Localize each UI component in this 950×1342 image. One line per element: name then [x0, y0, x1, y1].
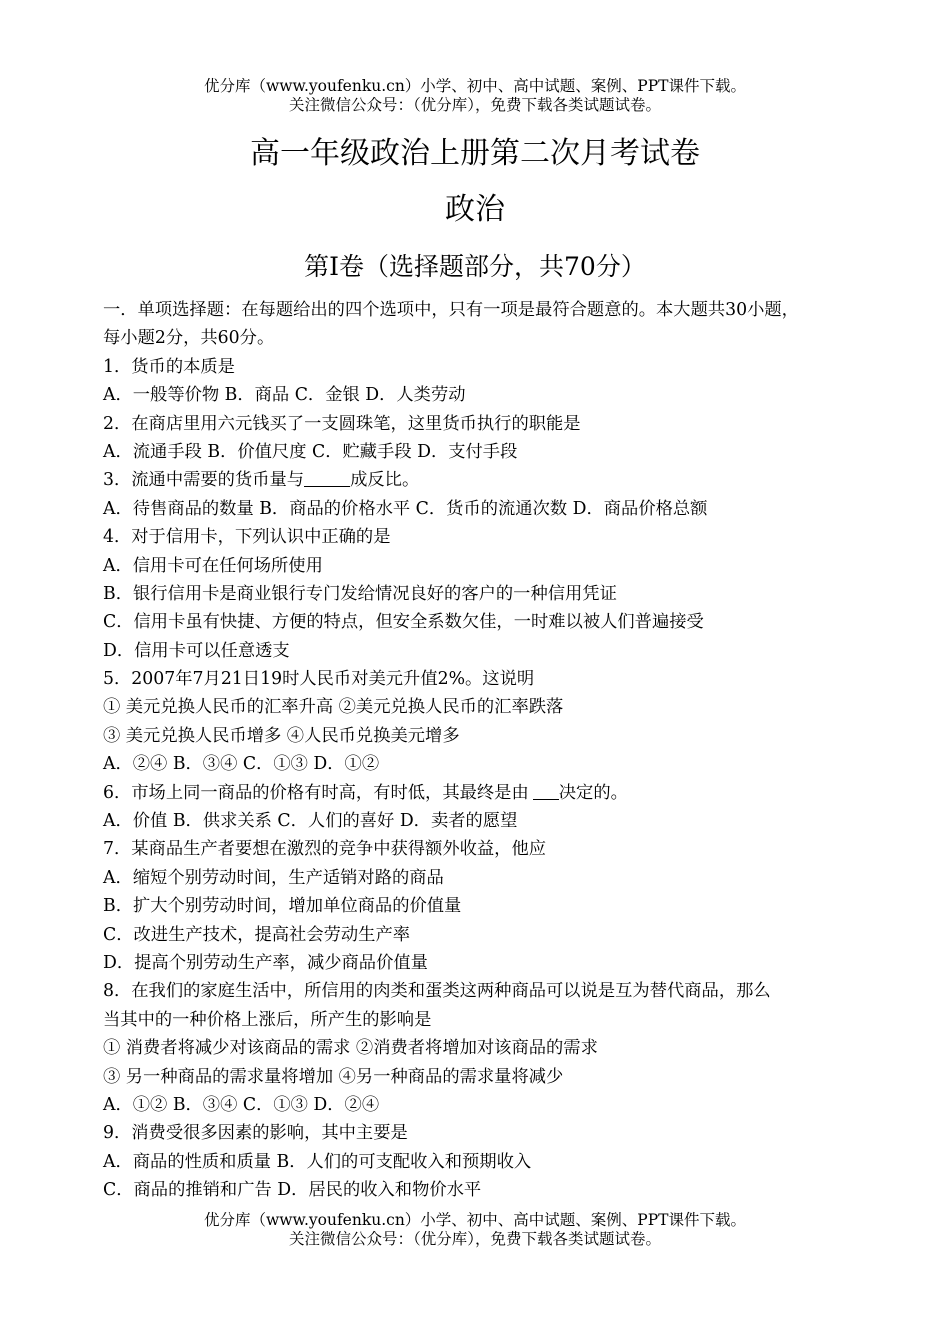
option-line: C．信用卡虽有快捷、方便的特点，但安全系数欠佳，一时难以被人们普遍接受: [103, 612, 704, 633]
option-line: A．流通手段 B．价值尺度 C．贮藏手段 D．支付手段: [103, 441, 518, 462]
question-stem: 当其中的一种价格上涨后，所产生的影响是: [103, 1009, 432, 1030]
site-header-line2: 关注微信公众号：（优分库），免费下载各类试题试卷。: [288, 96, 661, 114]
question-stem: 8．在我们的家庭生活中，所信用的肉类和蛋类这两种商品可以说是互为替代商品，那么: [103, 981, 771, 1002]
option-line: D．信用卡可以任意透支: [103, 640, 290, 661]
option-line: D．提高个别劳动生产率，减少商品价值量: [103, 952, 428, 973]
question-stem: [103, 466, 873, 494]
question-stem: 5．2007年7月21日19时人民币对美元升值2%。这说明: [103, 669, 535, 690]
option-line: A．②④ B．③④ C．①③ D．①②: [103, 754, 380, 775]
statement-line: ③ 美元兑换人民币增多 ④人民币兑换美元增多: [103, 725, 460, 746]
instruction-line: 每小题2分，共60分。: [103, 328, 275, 349]
option-line: B．扩大个别劳动时间，增加单位商品的价值量: [103, 896, 462, 917]
question-stem: 9．消费受很多因素的影响，其中主要是: [103, 1123, 408, 1144]
exam-title: 高一年级政治上册第二次月考试卷: [250, 136, 700, 171]
fill-blank: [533, 781, 559, 800]
instruction-line: 一．单项选择题：在每题给出的四个选项中，只有一项是最符合题意的。本大题共30小题，: [103, 300, 799, 320]
option-line: B．银行信用卡是商业银行专门发给情况良好的客户的一种信用凭证: [103, 583, 617, 604]
option-line: A．商品的性质和质量 B．人们的可支配收入和预期收入: [103, 1151, 532, 1172]
stem-part: 6．市场上同一商品的价格有时高，有时低，其最终是由: [103, 782, 529, 803]
question-stem: 4．对于信用卡，下列认识中正确的是: [103, 527, 391, 548]
option-line: C．商品的推销和广告 D．居民的收入和物价水平: [103, 1180, 482, 1201]
option-line: A．信用卡可在任何场所使用: [103, 555, 323, 576]
option-line: A．一般等价物 B．商品 C．金银 D．人类劳动: [103, 385, 466, 406]
site-header: [0, 77, 950, 115]
section-title: 第Ⅰ卷（选择题部分，共70分）: [304, 252, 646, 281]
exam-subject: 政治: [445, 192, 505, 227]
question-stem: 7．某商品生产者要想在激烈的竞争中获得额外收益，他应: [103, 839, 547, 860]
stem-part: 成反比。: [350, 470, 420, 491]
question-stem: [103, 779, 873, 807]
option-line: A．缩短个别劳动时间，生产适销对路的商品: [103, 867, 444, 888]
site-footer-line1: 优分库（www.youfenku.cn）小学、初中、高中试题、案例、PPT课件下载。: [203, 1211, 747, 1229]
statement-line: ① 消费者将减少对该商品的需求 ②消费者将增加对该商品的需求: [103, 1038, 598, 1059]
statement-line: ③ 另一种商品的需求量将增加 ④另一种商品的需求量将减少: [103, 1066, 564, 1087]
option-line: A．价值 B．供求关系 C．人们的喜好 D．卖者的愿望: [103, 811, 518, 832]
stem-part: 决定的。: [558, 782, 628, 803]
site-footer-line2: 关注微信公众号：（优分库），免费下载各类试题试卷。: [288, 1230, 661, 1248]
option-line: A．待售商品的数量 B．商品的价格水平 C．货币的流通次数 D．商品价格总额: [103, 498, 708, 519]
question-body: [103, 296, 873, 1205]
fill-blank: [304, 468, 350, 487]
question-stem: 2．在商店里用六元钱买了一支圆珠笔，这里货币执行的职能是: [103, 413, 581, 434]
stem-part: 3．流通中需要的货币量与: [103, 470, 305, 491]
statement-line: ① 美元兑换人民币的汇率升高 ②美元兑换人民币的汇率跌落: [103, 697, 564, 718]
option-line: A．①② B．③④ C．①③ D．②④: [103, 1094, 380, 1115]
site-header-line1: 优分库（www.youfenku.cn）小学、初中、高中试题、案例、PPT课件下载。: [203, 77, 747, 95]
site-footer: [0, 1211, 950, 1249]
option-line: C．改进生产技术，提高社会劳动生产率: [103, 924, 411, 945]
question-stem: 1．货币的本质是: [103, 356, 235, 377]
